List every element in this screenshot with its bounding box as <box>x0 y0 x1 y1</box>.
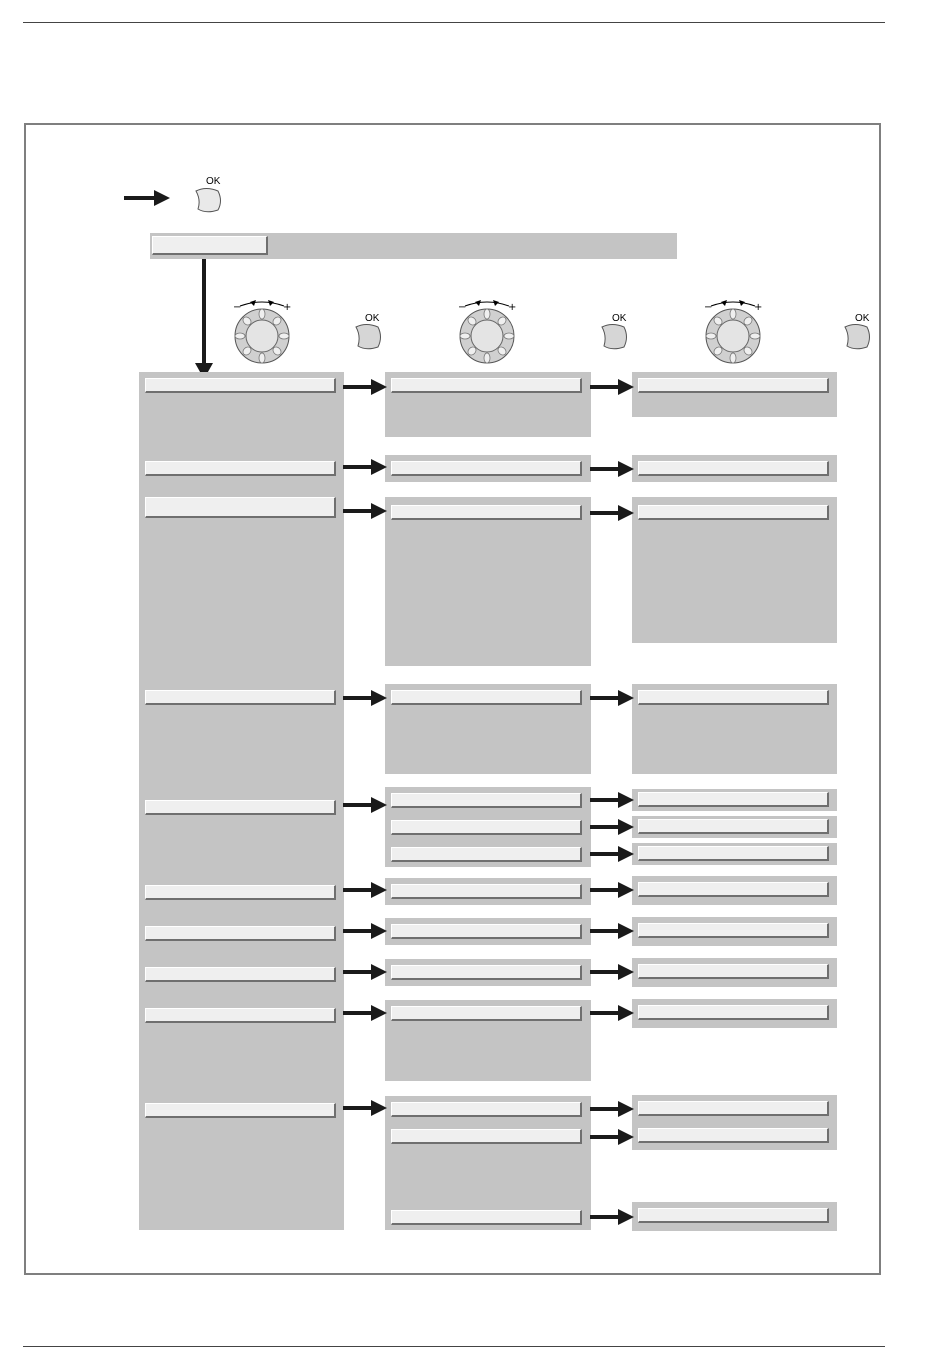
footer-rule <box>23 1346 885 1347</box>
right-arrow-icon <box>343 1098 389 1118</box>
right-arrow-icon <box>590 1127 636 1147</box>
submenu-field[interactable] <box>391 1006 582 1021</box>
right-arrow-icon <box>590 1099 636 1119</box>
right-arrow-icon <box>590 459 636 479</box>
down-arrow-icon <box>194 259 214 381</box>
svg-text:−: − <box>704 302 713 313</box>
svg-text:+: + <box>283 302 292 313</box>
value-field[interactable] <box>638 792 829 807</box>
menu-field[interactable] <box>145 461 336 476</box>
svg-text:+: + <box>754 302 763 313</box>
ok-label: OK <box>365 313 380 324</box>
header-rule <box>23 22 885 23</box>
value-field[interactable] <box>638 1101 829 1116</box>
value-field[interactable] <box>638 378 829 393</box>
right-arrow-icon <box>590 377 636 397</box>
menu-field[interactable] <box>145 885 336 900</box>
value-field[interactable] <box>638 846 829 861</box>
submenu-field[interactable] <box>391 461 582 476</box>
right-arrow-icon <box>590 817 636 837</box>
menu-field[interactable] <box>145 967 336 982</box>
value-field[interactable] <box>638 505 829 520</box>
start-arrow-icon <box>124 188 172 208</box>
dial-knob-icon[interactable] <box>455 298 519 364</box>
submenu-field[interactable] <box>391 820 582 835</box>
right-arrow-icon <box>343 457 389 477</box>
value-field[interactable] <box>638 461 829 476</box>
right-arrow-icon <box>343 501 389 521</box>
menu-field[interactable] <box>145 497 336 518</box>
right-arrow-icon <box>343 688 389 708</box>
svg-text:−: − <box>458 302 467 313</box>
ok-label: OK <box>206 176 221 187</box>
right-arrow-icon <box>590 1003 636 1023</box>
submenu-field[interactable] <box>391 1102 582 1117</box>
right-arrow-icon <box>343 795 389 815</box>
ok-label: OK <box>612 313 627 324</box>
submenu-field[interactable] <box>391 884 582 899</box>
submenu-field[interactable] <box>391 505 582 520</box>
ok-button-icon[interactable] <box>192 187 224 215</box>
right-arrow-icon <box>343 1003 389 1023</box>
right-arrow-icon <box>343 921 389 941</box>
right-arrow-icon <box>590 921 636 941</box>
value-field[interactable] <box>638 690 829 705</box>
right-arrow-icon <box>343 962 389 982</box>
ok-button-icon[interactable] <box>598 323 630 353</box>
menu-field[interactable] <box>145 926 336 941</box>
submenu-field[interactable] <box>391 924 582 939</box>
right-arrow-icon <box>590 1207 636 1227</box>
submenu-field[interactable] <box>391 965 582 980</box>
submenu-field[interactable] <box>391 847 582 862</box>
submenu-field[interactable] <box>391 1129 582 1144</box>
right-arrow-icon <box>590 790 636 810</box>
value-field[interactable] <box>638 923 829 938</box>
menu-field[interactable] <box>145 1008 336 1023</box>
value-field[interactable] <box>638 1005 829 1020</box>
ok-button-icon[interactable] <box>841 323 873 353</box>
value-field[interactable] <box>638 964 829 979</box>
dial-knob-icon[interactable] <box>701 298 765 364</box>
right-arrow-icon <box>590 844 636 864</box>
right-arrow-icon <box>343 880 389 900</box>
submenu-field[interactable] <box>391 378 582 393</box>
submenu-field[interactable] <box>391 690 582 705</box>
value-field[interactable] <box>638 882 829 897</box>
menu-field[interactable] <box>145 690 336 705</box>
menu-field[interactable] <box>145 1103 336 1118</box>
right-arrow-icon <box>343 377 389 397</box>
right-arrow-icon <box>590 688 636 708</box>
submenu-field[interactable] <box>391 1210 582 1225</box>
right-arrow-icon <box>590 962 636 982</box>
ok-button-icon[interactable] <box>352 323 384 353</box>
svg-text:−: − <box>233 302 242 313</box>
submenu-panel <box>385 497 591 666</box>
main-menu-field[interactable] <box>152 236 268 255</box>
value-field[interactable] <box>638 1208 829 1223</box>
ok-label: OK <box>855 313 870 324</box>
svg-text:+: + <box>508 302 517 313</box>
menu-field[interactable] <box>145 800 336 815</box>
value-field[interactable] <box>638 1128 829 1143</box>
dial-knob-icon[interactable] <box>230 298 294 364</box>
value-field[interactable] <box>638 819 829 834</box>
menu-field[interactable] <box>145 378 336 393</box>
submenu-field[interactable] <box>391 793 582 808</box>
right-arrow-icon <box>590 880 636 900</box>
right-arrow-icon <box>590 503 636 523</box>
